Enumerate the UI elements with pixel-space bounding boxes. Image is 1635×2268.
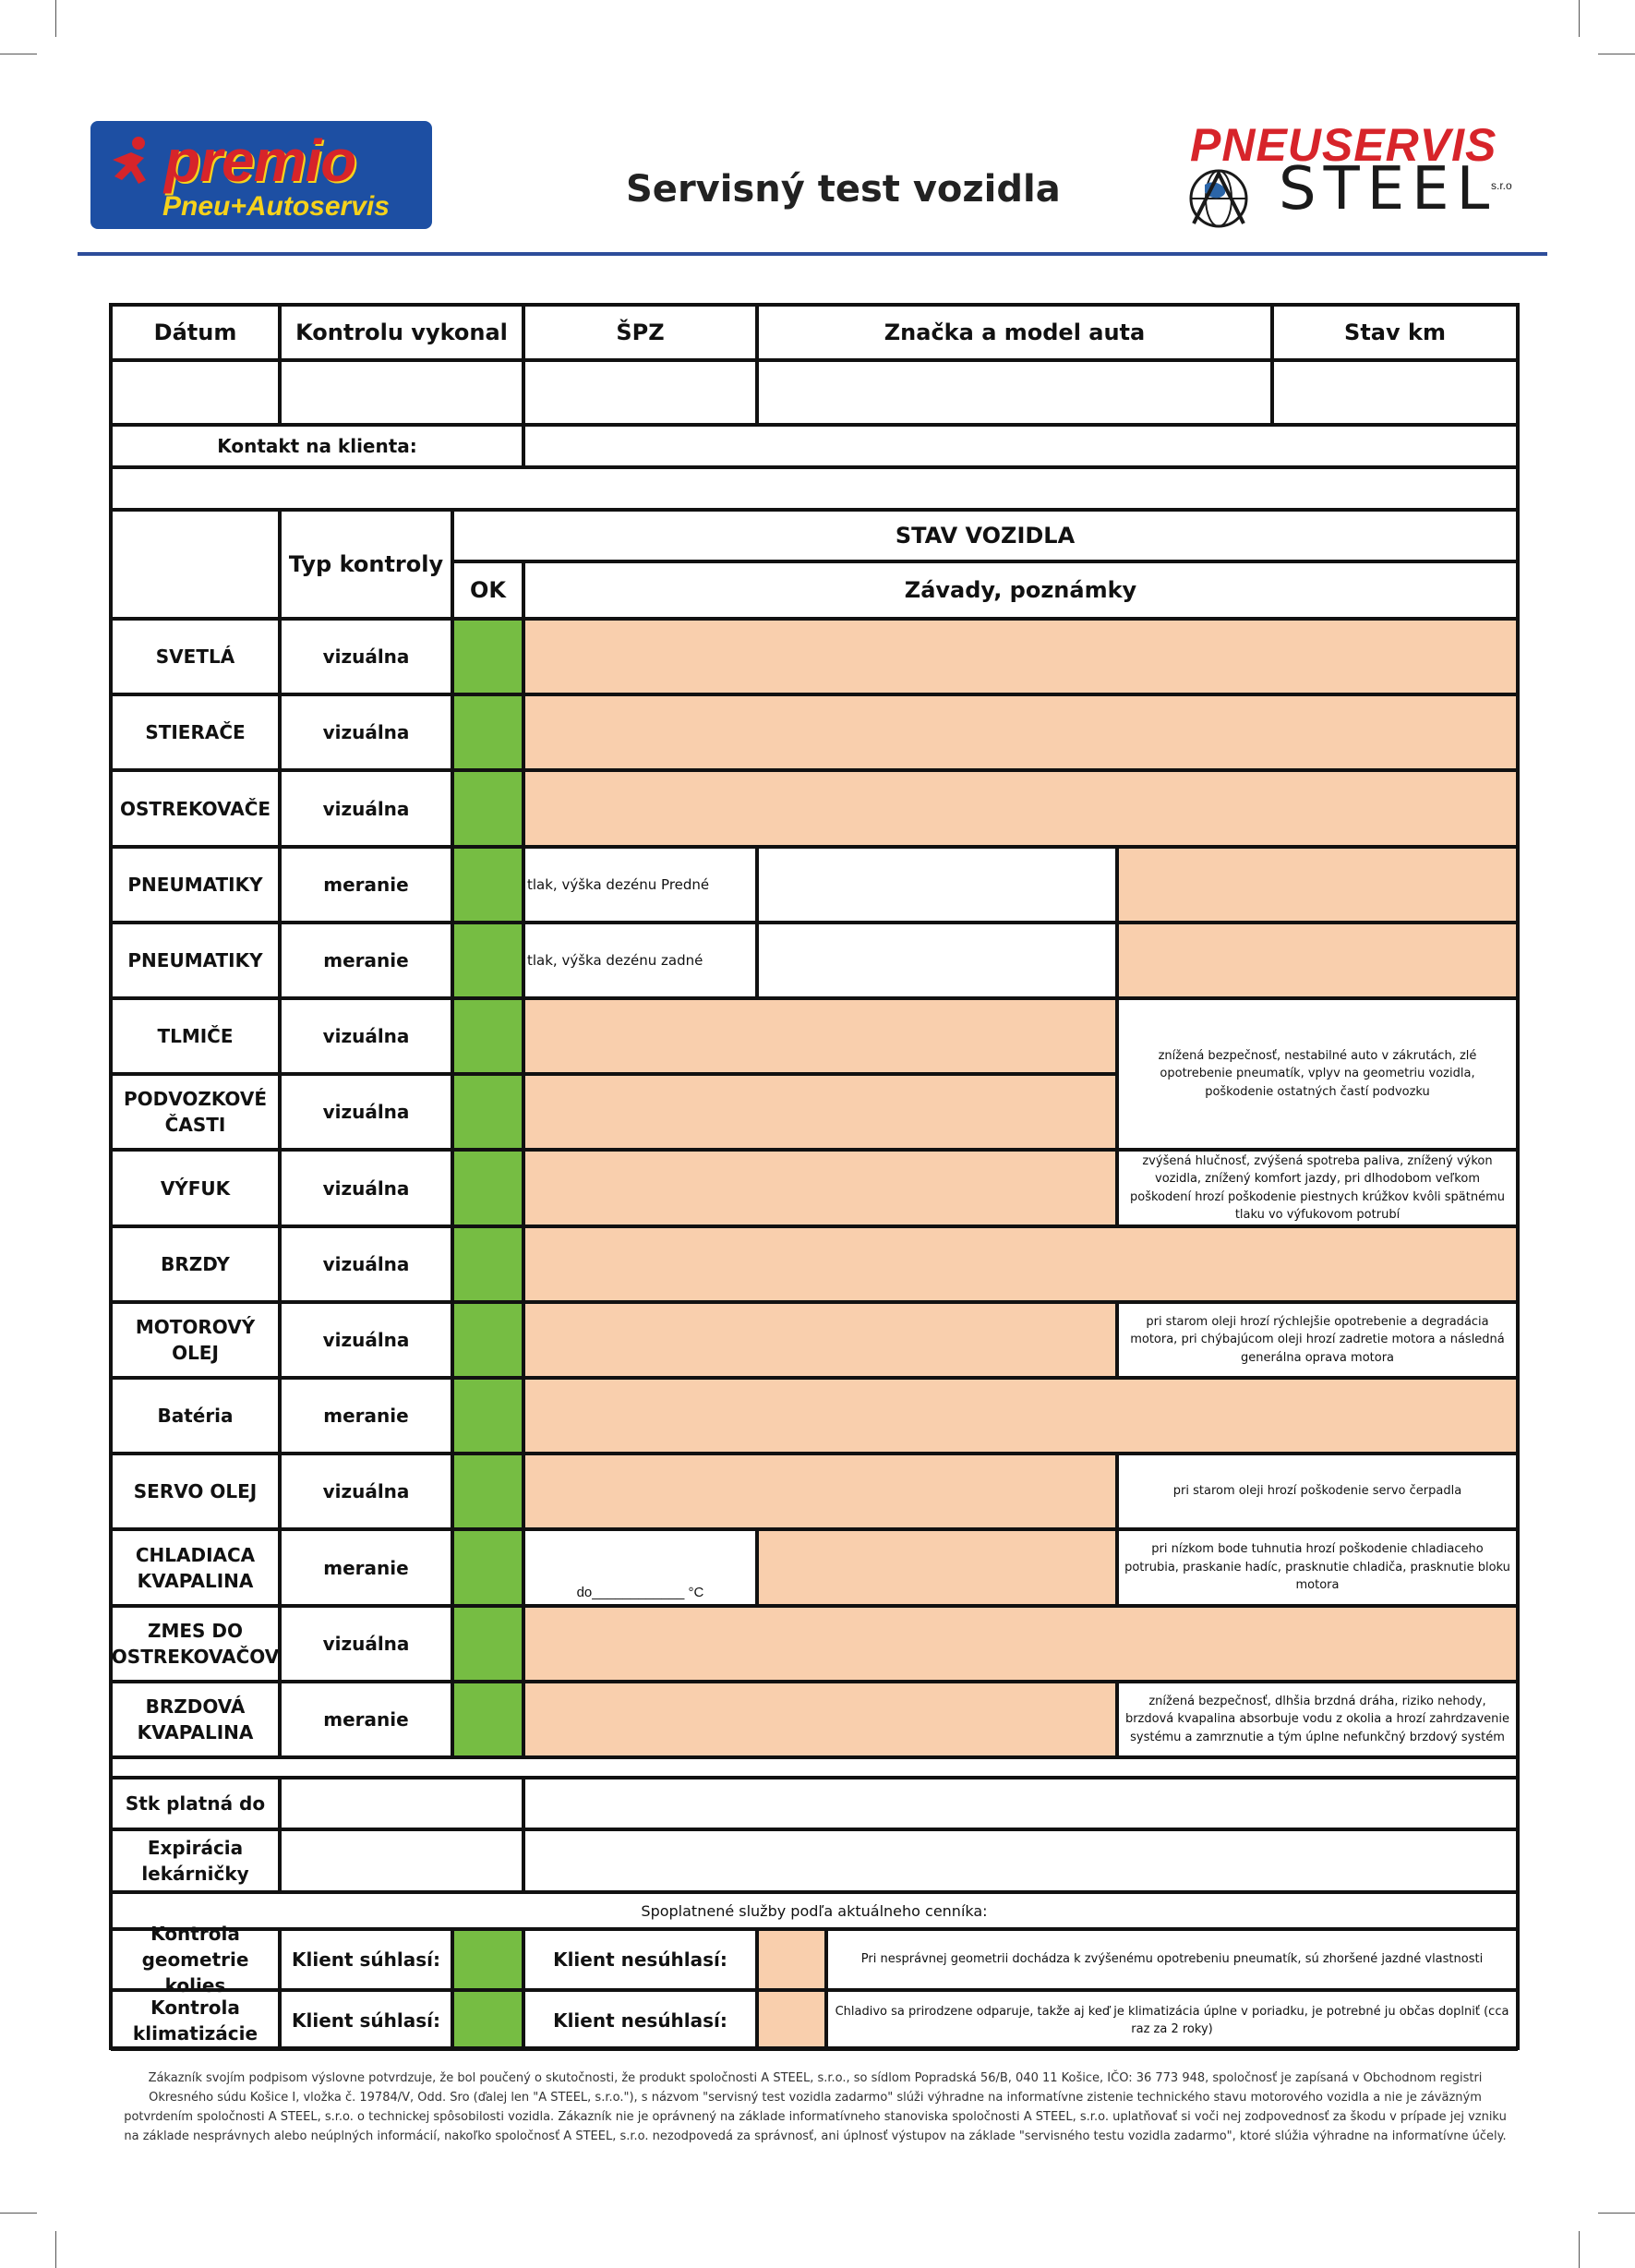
crop-mark bbox=[55, 0, 56, 37]
row-type-8 bbox=[280, 1226, 452, 1302]
datum-field[interactable] bbox=[111, 360, 280, 425]
disagree-label-1-text: Klient nesúhlasí: bbox=[553, 2009, 727, 2032]
row-label-12-text: CHLADIACA KVAPALINA bbox=[135, 1543, 256, 1592]
defect-field-13[interactable] bbox=[523, 1606, 1518, 1682]
row-type-9-text: vizuálna bbox=[322, 1329, 410, 1351]
header-znacka-text: Značka a model auta bbox=[884, 320, 1146, 345]
disclaimer: Zákazník svojím podpisom výslovne potvrdzuje, že bol poučený o skutočnosti, že produkt spoločnosti A STEEL, s.r.o., so sídlom Popradská 56/B, 040 11 Košice, IČO: 36 773 948, spoločnosť je zapísaná v Obchodnom registri Okresného súdu Košice I, vložka č. 19784/V, Odd. Sro (ďalej len "A STEEL, s.r.o."), s názvom "servisný test vozidla zadarmo" slúži výhradne na informatívne zistenie technického stavu motorového vozidla a nie je záväzným potvrdením spoločnosti A STEEL, s.r.o. o technickej spôsobilosti vozidla. Zákazník nie je oprávnený na základe informatívneho stanoviska spoločnosti A STEEL, s.r.o. uplatňovať si voči nej zodpovednosť za škodu v prípade jej vzniku na základe nesprávnych alebo neúplných informácií, nakoľko spoločnosť A STEEL, s.r.o. nezodpovedá za správnosť, ani úplnosť výstupov na základe "servisného testu vozidla zadarmo", ktoré slúžia výhradne na informatívne účely. bbox=[124, 2071, 1507, 2143]
runner-icon bbox=[103, 134, 159, 189]
row-label-13 bbox=[111, 1606, 280, 1682]
row-label-4-text: PNEUMATIKY bbox=[127, 949, 263, 971]
contact-label bbox=[111, 425, 523, 467]
defect-note-12-text: pri nízkom bode tuhnutia hrozí poškodenie chladiaceho potrubia, praskanie hadíc, prasknutie chladiča, prasknutie bloku motora bbox=[1124, 1542, 1510, 1593]
row-type-2 bbox=[280, 770, 452, 847]
crop-mark bbox=[1579, 2231, 1580, 2268]
ok-check-5[interactable] bbox=[452, 998, 523, 1074]
defect-field-6[interactable] bbox=[523, 1074, 1117, 1150]
defect-note-9 bbox=[1117, 1302, 1518, 1378]
agree-label-1 bbox=[280, 1990, 452, 2051]
crop-mark bbox=[1579, 0, 1580, 37]
row-label-12 bbox=[111, 1529, 280, 1606]
contact-label-text: Kontakt na klienta: bbox=[217, 435, 417, 457]
coolant-temp-field-12[interactable] bbox=[523, 1529, 757, 1606]
row-type-10-text: meranie bbox=[323, 1405, 409, 1427]
ok-check-4[interactable] bbox=[452, 923, 523, 998]
crop-mark bbox=[55, 2231, 56, 2268]
ok-check-8[interactable] bbox=[452, 1226, 523, 1302]
row-label-0 bbox=[111, 619, 280, 694]
defect-field-14[interactable] bbox=[523, 1682, 1117, 1757]
defect-field-1[interactable] bbox=[523, 694, 1518, 770]
row-label-5 bbox=[111, 998, 280, 1074]
contact-field[interactable] bbox=[523, 425, 1518, 467]
kontrolu-field[interactable] bbox=[280, 360, 523, 425]
ok-check-14[interactable] bbox=[452, 1682, 523, 1757]
agree-label-0-text: Klient súhlasí: bbox=[291, 1948, 441, 1971]
row-label-0-text: SVETLÁ bbox=[155, 645, 235, 668]
row-type-5 bbox=[280, 998, 452, 1074]
ok-check-11[interactable] bbox=[452, 1454, 523, 1529]
stk-note-field[interactable] bbox=[523, 1778, 1518, 1829]
agree-check-0[interactable] bbox=[452, 1929, 523, 1990]
stk-label-text: Stk platná do bbox=[125, 1792, 266, 1815]
ok-check-0[interactable] bbox=[452, 619, 523, 694]
row-label-3 bbox=[111, 847, 280, 923]
row-type-3 bbox=[280, 847, 452, 923]
row-label-1 bbox=[111, 694, 280, 770]
row-label-14-text: BRZDOVÁ KVAPALINA bbox=[137, 1695, 254, 1743]
row-type-11-text: vizuálna bbox=[322, 1480, 410, 1502]
type-header-text: Typ kontroly bbox=[288, 551, 444, 577]
defect-field-3[interactable] bbox=[1117, 847, 1518, 923]
row-label-7 bbox=[111, 1150, 280, 1226]
row-label-6 bbox=[111, 1074, 280, 1150]
agree-label-1-text: Klient súhlasí: bbox=[291, 2009, 441, 2032]
row-label-6-text: PODVOZKOVÉ ČASTI bbox=[123, 1088, 268, 1136]
tire-measure-label-4 bbox=[523, 923, 757, 998]
row-label-1-text: STIERAČE bbox=[145, 721, 246, 743]
ok-check-9[interactable] bbox=[452, 1302, 523, 1378]
header-spz bbox=[523, 305, 757, 360]
premio-brand: premio bbox=[164, 127, 356, 194]
paid-services-label-text: Spoplatnené služby podľa aktuálneho cenníka: bbox=[641, 1901, 988, 1920]
defects-header bbox=[523, 561, 1518, 619]
header-datum-text: Dátum bbox=[153, 320, 237, 345]
defect-field-10[interactable] bbox=[523, 1378, 1518, 1454]
service-note-1-text: Chladivo sa prirodzene odparuje, takže aj keď je klimatizácia úplne v poriadku, je potrebné ju občas doplniť (cca raz za 2 roky) bbox=[835, 2004, 1509, 2036]
znacka-field[interactable] bbox=[757, 360, 1272, 425]
premio-subtitle: Pneu+Autoservis bbox=[162, 191, 390, 222]
row-type-13-text: vizuálna bbox=[322, 1633, 410, 1655]
ok-check-2[interactable] bbox=[452, 770, 523, 847]
defect-note-14 bbox=[1117, 1682, 1518, 1757]
ok-header bbox=[452, 561, 523, 619]
stk-date-field[interactable] bbox=[280, 1778, 523, 1829]
header-kontrolu bbox=[280, 305, 523, 360]
service-note-0 bbox=[826, 1929, 1518, 1990]
agree-check-1[interactable] bbox=[452, 1990, 523, 2051]
row-label-10 bbox=[111, 1378, 280, 1454]
type-header bbox=[280, 510, 452, 619]
header-stav-km bbox=[1272, 305, 1518, 360]
disagree-label-0 bbox=[523, 1929, 757, 1990]
ok-check-3[interactable] bbox=[452, 847, 523, 923]
tire-measure-label-4-text: tlak, výška dezénu zadné bbox=[527, 952, 703, 969]
defect-field-4[interactable] bbox=[1117, 923, 1518, 998]
service-label-1 bbox=[111, 1990, 280, 2051]
row-type-12-text: meranie bbox=[323, 1556, 409, 1579]
row-type-4-text: meranie bbox=[323, 949, 409, 971]
disagree-label-0-text: Klient nesúhlasí: bbox=[553, 1948, 727, 1971]
ok-check-12[interactable] bbox=[452, 1529, 523, 1606]
defect-field-12[interactable] bbox=[757, 1529, 1117, 1606]
row-type-1-text: vizuálna bbox=[322, 721, 410, 743]
ok-check-6[interactable] bbox=[452, 1074, 523, 1150]
row-type-12 bbox=[280, 1529, 452, 1606]
crop-mark bbox=[0, 2213, 37, 2214]
defect-field-7[interactable] bbox=[523, 1150, 1117, 1226]
row-type-3-text: meranie bbox=[323, 874, 409, 896]
ok-check-13[interactable] bbox=[452, 1606, 523, 1682]
stav-km-field[interactable] bbox=[1272, 360, 1518, 425]
defect-note-12 bbox=[1117, 1529, 1518, 1606]
header-rule bbox=[78, 252, 1547, 256]
defect-note-7 bbox=[1117, 1150, 1518, 1226]
steel-brand: STEEL bbox=[1279, 155, 1497, 223]
service-label-1-text: Kontrola klimatizácie bbox=[132, 1997, 258, 2045]
row-label-8-text: BRZDY bbox=[161, 1253, 230, 1275]
ok-check-10[interactable] bbox=[452, 1378, 523, 1454]
row-type-7 bbox=[280, 1150, 452, 1226]
stk-label bbox=[111, 1778, 280, 1829]
tire-measure-label-3 bbox=[523, 847, 757, 923]
paid-services-label bbox=[111, 1892, 1518, 1929]
row-label-2 bbox=[111, 770, 280, 847]
sro-suffix: s.r.o bbox=[1491, 179, 1512, 192]
spacer-row bbox=[111, 467, 1518, 510]
defect-note-tlmice bbox=[1117, 998, 1518, 1150]
status-header-text: STAV VOZIDLA bbox=[895, 523, 1076, 549]
row-label-5-text: TLMIČE bbox=[157, 1025, 234, 1047]
defect-field-0[interactable] bbox=[523, 619, 1518, 694]
kit-date-field[interactable] bbox=[280, 1829, 523, 1892]
row-label-9-text: MOTOROVÝ OLEJ bbox=[135, 1316, 256, 1364]
row-type-6-text: vizuálna bbox=[322, 1101, 410, 1123]
kit-note-field[interactable] bbox=[523, 1829, 1518, 1892]
ok-header-text: OK bbox=[470, 577, 506, 603]
row-label-14 bbox=[111, 1682, 280, 1757]
row-type-4 bbox=[280, 923, 452, 998]
row-label-11-text: SERVO OLEJ bbox=[133, 1480, 258, 1502]
page-title: Servisný test vozidla bbox=[626, 168, 1061, 211]
defect-field-8[interactable] bbox=[523, 1226, 1518, 1302]
row-label-11 bbox=[111, 1454, 280, 1529]
defect-note-tlmice-text: znížená bezpečnosť, nestabilné auto v zákrutách, zlé opotrebenie pneumatík, vplyv na geometriu vozidla, poškodenie ostatných častí podvozku bbox=[1158, 1048, 1477, 1099]
service-note-0-text: Pri nesprávnej geometrii dochádza k zvýšenému opotrebeniu pneumatík, sú zhoršené jazdné vlastnosti bbox=[860, 1952, 1484, 1967]
disagree-label-1 bbox=[523, 1990, 757, 2051]
row-type-0-text: vizuálna bbox=[322, 645, 410, 668]
row-type-1 bbox=[280, 694, 452, 770]
row-type-9 bbox=[280, 1302, 452, 1378]
row-type-6 bbox=[280, 1074, 452, 1150]
row-label-13-text: ZMES DO OSTREKOVAČOV bbox=[111, 1620, 280, 1668]
spacer-row-2 bbox=[111, 1757, 1518, 1778]
asteel-logo bbox=[1186, 118, 1537, 229]
section-corner bbox=[111, 510, 280, 619]
kit-label bbox=[111, 1829, 280, 1892]
disagree-check-0[interactable] bbox=[757, 1929, 826, 1990]
header-stav-km-text: Stav km bbox=[1344, 320, 1446, 345]
row-label-4 bbox=[111, 923, 280, 998]
row-type-14 bbox=[280, 1682, 452, 1757]
row-type-14-text: meranie bbox=[323, 1708, 409, 1731]
tire-measure-label-3-text: tlak, výška dezénu Predné bbox=[527, 876, 710, 893]
defects-header-text: Závady, poznámky bbox=[904, 577, 1137, 603]
service-label-0 bbox=[111, 1923, 280, 1997]
header-spz-text: ŠPZ bbox=[616, 320, 665, 345]
row-label-9 bbox=[111, 1302, 280, 1378]
header-datum bbox=[111, 305, 280, 360]
status-header bbox=[452, 510, 1518, 561]
defect-field-11[interactable] bbox=[523, 1454, 1117, 1529]
defect-field-5[interactable] bbox=[523, 998, 1117, 1074]
row-label-3-text: PNEUMATIKY bbox=[127, 874, 263, 896]
row-type-13 bbox=[280, 1606, 452, 1682]
ok-check-7[interactable] bbox=[452, 1150, 523, 1226]
defect-note-14-text: znížená bezpečnosť, dlhšia brzdná dráha, riziko nehody, brzdová kvapalina absorbuje vodu z okolia a hrozí zahrdzavenie systému a zamrznutie a tým úplne nefunkčný brzdový systém bbox=[1124, 1694, 1510, 1744]
agree-label-0 bbox=[280, 1929, 452, 1990]
premio-logo bbox=[90, 121, 432, 229]
row-label-7-text: VÝFUK bbox=[160, 1176, 231, 1200]
disagree-check-1[interactable] bbox=[757, 1990, 826, 2051]
header-znacka bbox=[757, 305, 1272, 360]
defect-note-11 bbox=[1117, 1454, 1518, 1529]
row-type-5-text: vizuálna bbox=[322, 1025, 410, 1047]
row-type-7-text: vizuálna bbox=[322, 1176, 410, 1200]
spz-field[interactable] bbox=[523, 360, 757, 425]
crop-mark bbox=[1598, 2213, 1635, 2214]
ok-check-1[interactable] bbox=[452, 694, 523, 770]
kit-label-text: Expirácia lekárničky bbox=[141, 1837, 249, 1885]
tire-measure-field-3[interactable] bbox=[757, 847, 1117, 923]
defect-field-9[interactable] bbox=[523, 1302, 1117, 1378]
row-label-8 bbox=[111, 1226, 280, 1302]
defect-field-2[interactable] bbox=[523, 770, 1518, 847]
tire-measure-field-4[interactable] bbox=[757, 923, 1117, 998]
row-type-8-text: vizuálna bbox=[322, 1253, 410, 1275]
defect-note-7-text: zvýšená hlučnosť, zvýšená spotreba paliva, znížený výkon vozidla, znížený komfort jazdy, pri dlhodobom veľkom poškodení hrozí poškodenie piestnych krúžkov kvôli spätnému tlaku vo výfukovom potrubí bbox=[1129, 1153, 1505, 1222]
service-label-0-text: Kontrola geometrie kolies bbox=[141, 1923, 249, 1997]
row-type-0 bbox=[280, 619, 452, 694]
header-kontrolu-text: Kontrolu vykonal bbox=[295, 320, 508, 345]
row-label-2-text: OSTREKOVAČE bbox=[119, 797, 271, 820]
coolant-temp-field-12-text: do____________ °C bbox=[576, 1585, 704, 1600]
globe-icon bbox=[1186, 166, 1251, 231]
row-type-2-text: vizuálna bbox=[322, 797, 410, 820]
row-label-10-text: Batéria bbox=[157, 1405, 234, 1427]
defect-note-11-text: pri starom oleji hrozí poškodenie servo čerpadla bbox=[1172, 1484, 1462, 1499]
row-type-10 bbox=[280, 1378, 452, 1454]
row-type-11 bbox=[280, 1454, 452, 1529]
defect-note-9-text: pri starom oleji hrozí rýchlejšie opotrebenie a degradácia motora, pri chýbajúcom oleji hrozí zadretie motora a následná generálna oprava motora bbox=[1130, 1314, 1505, 1365]
pneuservis-brand: PNEUSERVIS bbox=[1190, 119, 1497, 171]
service-note-1 bbox=[826, 1990, 1518, 2051]
